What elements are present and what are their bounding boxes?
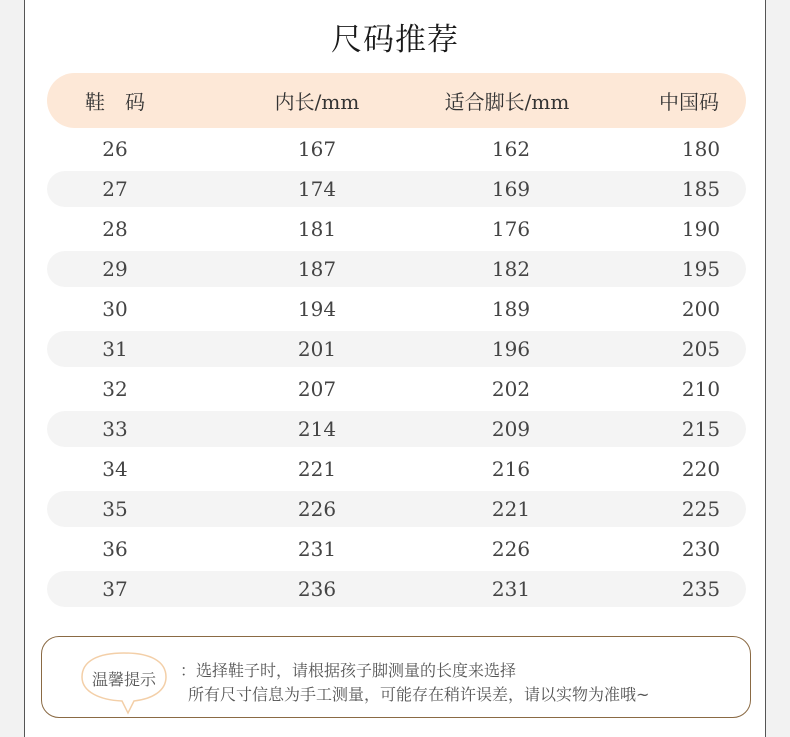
cell-china-size: 200 [681, 297, 721, 321]
cell-shoe-size: 29 [102, 257, 128, 281]
cell-foot-length: 216 [491, 457, 531, 481]
table-row [47, 131, 746, 167]
cell-china-size: 230 [681, 537, 721, 561]
cell-foot-length: 169 [491, 177, 531, 201]
cell-inner-length: 194 [297, 297, 337, 321]
page-title: 尺码推荐 [331, 22, 459, 58]
cell-foot-length: 189 [491, 297, 531, 321]
cell-china-size: 210 [681, 377, 721, 401]
table-row [47, 451, 746, 487]
table-row [47, 291, 746, 327]
table-row [47, 331, 746, 367]
cell-inner-length: 214 [297, 417, 337, 441]
table-body [47, 131, 746, 611]
cell-inner-length: 174 [297, 177, 337, 201]
cell-shoe-size: 33 [102, 417, 128, 441]
size-chart-card [24, 0, 766, 737]
table-row [47, 171, 746, 207]
cell-china-size: 220 [681, 457, 721, 481]
cell-inner-length: 187 [297, 257, 337, 281]
cell-china-size: 225 [681, 497, 721, 521]
cell-inner-length: 236 [297, 577, 337, 601]
cell-shoe-size: 36 [102, 537, 128, 561]
cell-china-size: 195 [681, 257, 721, 281]
header-shoe-size: 鞋 码 [85, 90, 145, 114]
table-row [47, 251, 746, 287]
tip-text-line1: ：选择鞋子时，请根据孩子脚测量的长度来选择 [180, 661, 517, 680]
cell-inner-length: 207 [297, 377, 337, 401]
header-china-size: 中国码 [659, 90, 719, 114]
cell-foot-length: 202 [491, 377, 531, 401]
table-row [47, 371, 746, 407]
cell-china-size: 180 [681, 137, 721, 161]
cell-foot-length: 221 [491, 497, 531, 521]
table-header [47, 73, 746, 128]
cell-shoe-size: 32 [102, 377, 128, 401]
cell-shoe-size: 27 [102, 177, 128, 201]
cell-foot-length: 182 [491, 257, 531, 281]
cell-china-size: 205 [681, 337, 721, 361]
tip-badge-label: 温馨提示 [91, 670, 156, 689]
cell-shoe-size: 35 [102, 497, 128, 521]
cell-china-size: 235 [681, 577, 721, 601]
cell-inner-length: 201 [297, 337, 337, 361]
cell-shoe-size: 30 [102, 297, 128, 321]
table-row [47, 531, 746, 567]
table-row [47, 491, 746, 527]
cell-inner-length: 167 [297, 137, 337, 161]
cell-shoe-size: 28 [102, 217, 128, 241]
cell-shoe-size: 31 [102, 337, 128, 361]
cell-china-size: 190 [681, 217, 721, 241]
cell-inner-length: 226 [297, 497, 337, 521]
cell-inner-length: 181 [297, 217, 337, 241]
header-foot-length: 适合脚长/mm [444, 90, 570, 114]
table-row [47, 571, 746, 607]
cell-inner-length: 221 [297, 457, 337, 481]
cell-shoe-size: 37 [102, 577, 128, 601]
cell-foot-length: 209 [491, 417, 531, 441]
cell-foot-length: 226 [491, 537, 531, 561]
table-row [47, 411, 746, 447]
cell-foot-length: 162 [491, 137, 531, 161]
cell-foot-length: 231 [491, 577, 531, 601]
cell-foot-length: 176 [491, 217, 531, 241]
cell-shoe-size: 34 [102, 457, 128, 481]
tip-box [41, 636, 751, 718]
tip-text-line2: 所有尺寸信息为手工测量，可能存在稍许误差，请以实物为准哦~ [188, 685, 650, 704]
cell-inner-length: 231 [297, 537, 337, 561]
cell-foot-length: 196 [491, 337, 531, 361]
header-inner-length: 内长/mm [274, 90, 360, 114]
cell-china-size: 215 [681, 417, 721, 441]
cell-shoe-size: 26 [102, 137, 128, 161]
table-row [47, 211, 746, 247]
tip-badge [76, 647, 172, 707]
cell-china-size: 185 [681, 177, 721, 201]
